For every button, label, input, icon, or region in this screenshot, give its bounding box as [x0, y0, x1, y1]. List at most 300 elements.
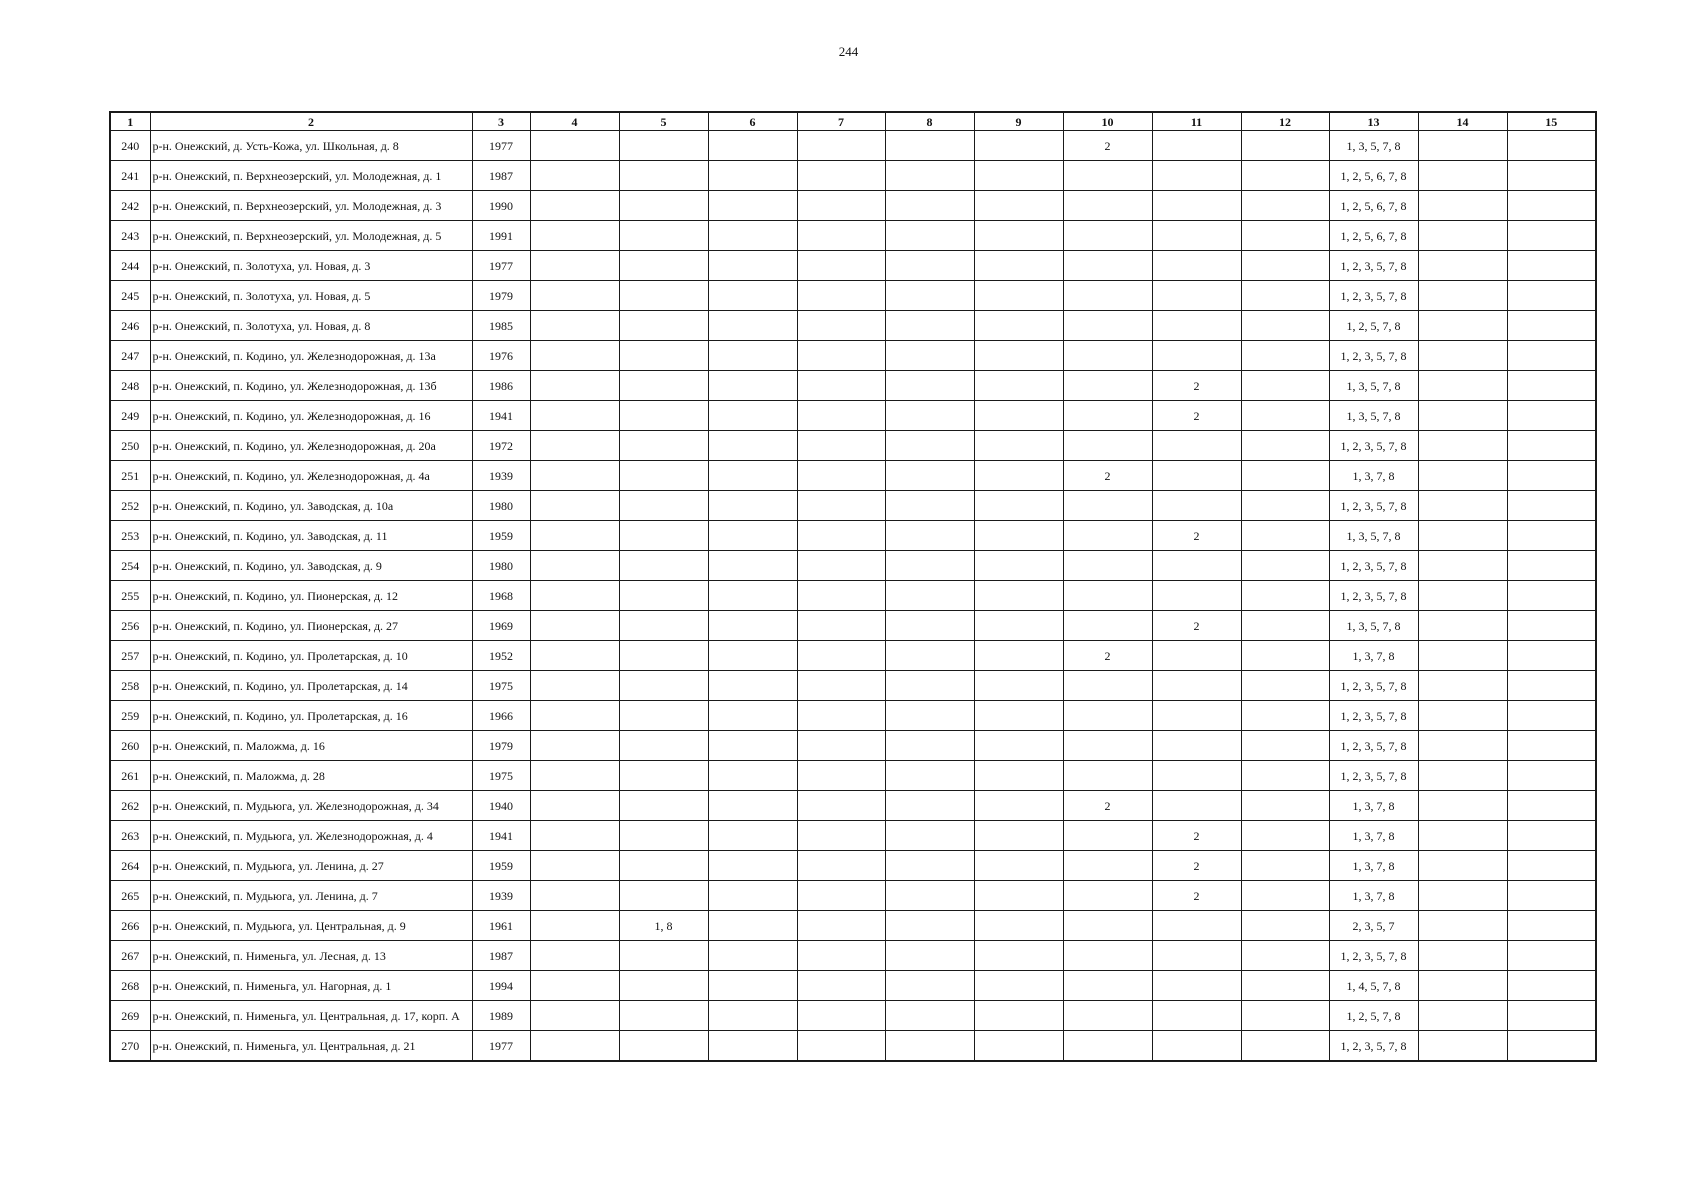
table-cell [797, 341, 885, 371]
address-cell: р-н. Онежский, п. Нименьга, ул. Лесная, д. 13 [150, 941, 472, 971]
table-cell [619, 251, 708, 281]
table-cell [530, 701, 619, 731]
table-cell [1241, 341, 1329, 371]
table-cell [619, 431, 708, 461]
table-cell [530, 731, 619, 761]
table-cell [1507, 401, 1596, 431]
table-cell [1063, 581, 1152, 611]
table-cell [619, 851, 708, 881]
table-cell [619, 401, 708, 431]
table-cell [1152, 491, 1241, 521]
row-number-cell: 249 [110, 401, 150, 431]
table-cell [1241, 641, 1329, 671]
table-row [110, 371, 1596, 401]
row-number-cell: 248 [110, 371, 150, 401]
table-cell [885, 881, 974, 911]
table-cell [530, 521, 619, 551]
table-cell [1152, 581, 1241, 611]
table-cell [1152, 731, 1241, 761]
table-row [110, 761, 1596, 791]
table-cell [1152, 1031, 1241, 1062]
table-cell [797, 521, 885, 551]
table-cell [797, 401, 885, 431]
table-cell [797, 461, 885, 491]
table-cell [885, 971, 974, 1001]
year-cell: 1939 [472, 461, 530, 491]
table-cell [1063, 971, 1152, 1001]
table-cell [530, 581, 619, 611]
address-cell: р-н. Онежский, п. Кодино, ул. Пролетарская, д. 14 [150, 671, 472, 701]
table-cell: 2, 3, 5, 7 [1329, 911, 1418, 941]
table-cell [1063, 881, 1152, 911]
table-cell: 2 [1152, 881, 1241, 911]
table-cell [797, 491, 885, 521]
row-number-cell: 247 [110, 341, 150, 371]
table-cell [1418, 1031, 1507, 1062]
year-cell: 1941 [472, 401, 530, 431]
table-cell [1063, 251, 1152, 281]
table-row [110, 881, 1596, 911]
table-cell [1507, 851, 1596, 881]
column-header: 6 [708, 112, 797, 131]
table-cell: 2 [1152, 371, 1241, 401]
table-cell [619, 491, 708, 521]
table-cell [974, 611, 1063, 641]
table-cell [1241, 401, 1329, 431]
table-cell [1241, 881, 1329, 911]
table-cell [1241, 671, 1329, 701]
table-cell [708, 1001, 797, 1031]
table-cell [885, 491, 974, 521]
year-cell: 1939 [472, 881, 530, 911]
row-number-cell: 251 [110, 461, 150, 491]
row-number-cell: 259 [110, 701, 150, 731]
year-cell: 1990 [472, 191, 530, 221]
table-cell: 1, 2, 3, 5, 7, 8 [1329, 251, 1418, 281]
table-cell [530, 191, 619, 221]
table-cell [1418, 761, 1507, 791]
table-cell [885, 371, 974, 401]
table-row [110, 461, 1596, 491]
table-cell [708, 191, 797, 221]
table-cell: 1, 2, 3, 5, 7, 8 [1329, 281, 1418, 311]
table-cell [974, 1031, 1063, 1062]
table-cell [530, 941, 619, 971]
table-cell [974, 191, 1063, 221]
table-cell [974, 521, 1063, 551]
table-cell [1241, 1031, 1329, 1062]
table-cell [530, 341, 619, 371]
table-cell: 1, 3, 7, 8 [1329, 641, 1418, 671]
table-cell [530, 221, 619, 251]
table-cell [708, 1031, 797, 1062]
table-cell: 1, 2, 5, 7, 8 [1329, 1001, 1418, 1031]
table-cell [974, 941, 1063, 971]
table-cell [885, 581, 974, 611]
table-cell [1418, 971, 1507, 1001]
row-number-cell: 242 [110, 191, 150, 221]
table-cell [797, 791, 885, 821]
table-cell: 1, 3, 5, 7, 8 [1329, 131, 1418, 161]
table-cell: 1, 3, 7, 8 [1329, 791, 1418, 821]
table-cell [1241, 491, 1329, 521]
table-cell [885, 671, 974, 701]
table-cell [797, 731, 885, 761]
table-cell [1063, 821, 1152, 851]
table-cell [797, 251, 885, 281]
row-number-cell: 255 [110, 581, 150, 611]
table-cell [619, 581, 708, 611]
table-cell [1241, 761, 1329, 791]
table-cell [797, 611, 885, 641]
table-body [110, 131, 1596, 1062]
year-cell: 1980 [472, 551, 530, 581]
table-cell [619, 611, 708, 641]
table-cell [974, 761, 1063, 791]
address-cell: р-н. Онежский, п. Кодино, ул. Заводская, д. 11 [150, 521, 472, 551]
table-cell [1507, 641, 1596, 671]
year-cell: 1977 [472, 131, 530, 161]
table-cell [885, 341, 974, 371]
table-row [110, 431, 1596, 461]
table-cell [1152, 701, 1241, 731]
address-cell: р-н. Онежский, п. Нименьга, ул. Центральная, д. 21 [150, 1031, 472, 1062]
table-cell [1507, 281, 1596, 311]
table-row [110, 521, 1596, 551]
row-number-cell: 260 [110, 731, 150, 761]
table-cell [1063, 431, 1152, 461]
table-cell [619, 731, 708, 761]
table-cell [708, 941, 797, 971]
table-cell [708, 281, 797, 311]
table-cell [797, 761, 885, 791]
table-cell [974, 161, 1063, 191]
table-cell [1507, 911, 1596, 941]
column-header: 9 [974, 112, 1063, 131]
row-number-cell: 261 [110, 761, 150, 791]
table-cell [1063, 761, 1152, 791]
table-cell [974, 731, 1063, 761]
table-cell [885, 431, 974, 461]
year-cell: 1979 [472, 281, 530, 311]
column-header: 15 [1507, 112, 1596, 131]
table-cell [797, 281, 885, 311]
table-cell [708, 521, 797, 551]
table-cell [1507, 341, 1596, 371]
table-cell [708, 341, 797, 371]
table-cell [974, 431, 1063, 461]
table-cell [1241, 311, 1329, 341]
table-row [110, 851, 1596, 881]
table-cell [974, 791, 1063, 821]
table-cell [1418, 611, 1507, 641]
table-cell [530, 131, 619, 161]
table-cell [1063, 311, 1152, 341]
year-cell: 1941 [472, 821, 530, 851]
table-cell [1063, 701, 1152, 731]
table-cell [797, 821, 885, 851]
table-cell [797, 1001, 885, 1031]
table-cell: 1, 2, 3, 5, 7, 8 [1329, 941, 1418, 971]
table-cell [1418, 881, 1507, 911]
table-row [110, 791, 1596, 821]
row-number-cell: 263 [110, 821, 150, 851]
table-cell [1507, 1001, 1596, 1031]
year-cell: 1972 [472, 431, 530, 461]
table-cell [530, 461, 619, 491]
row-number-cell: 266 [110, 911, 150, 941]
table-cell [1507, 581, 1596, 611]
table-cell: 1, 2, 5, 7, 8 [1329, 311, 1418, 341]
table-cell [1418, 581, 1507, 611]
table-cell [1418, 191, 1507, 221]
year-cell: 1940 [472, 791, 530, 821]
table-cell [1152, 191, 1241, 221]
table-cell [1418, 371, 1507, 401]
table-cell [1241, 551, 1329, 581]
table-cell: 1, 2, 3, 5, 7, 8 [1329, 701, 1418, 731]
table-cell [974, 551, 1063, 581]
address-cell: р-н. Онежский, п. Кодино, ул. Пролетарская, д. 10 [150, 641, 472, 671]
table-cell [619, 881, 708, 911]
table-cell: 2 [1152, 401, 1241, 431]
year-cell: 1975 [472, 761, 530, 791]
table-cell [708, 851, 797, 881]
table-cell [797, 581, 885, 611]
year-cell: 1986 [472, 371, 530, 401]
address-cell: р-н. Онежский, п. Золотуха, ул. Новая, д. 3 [150, 251, 472, 281]
table-cell [530, 161, 619, 191]
table-cell [1507, 881, 1596, 911]
table-cell [1241, 971, 1329, 1001]
table-cell [1241, 431, 1329, 461]
year-cell: 1977 [472, 1031, 530, 1062]
table-cell [619, 371, 708, 401]
table-cell [885, 1031, 974, 1062]
table-cell [530, 971, 619, 1001]
column-header: 5 [619, 112, 708, 131]
column-header: 1 [110, 112, 150, 131]
table-cell [1418, 1001, 1507, 1031]
table-cell [1507, 1031, 1596, 1062]
address-cell: р-н. Онежский, п. Кодино, ул. Железнодорожная, д. 13а [150, 341, 472, 371]
year-cell: 1976 [472, 341, 530, 371]
table-cell [1418, 671, 1507, 701]
row-number-cell: 241 [110, 161, 150, 191]
table-row [110, 401, 1596, 431]
table-cell [708, 671, 797, 701]
table-cell: 1, 3, 7, 8 [1329, 461, 1418, 491]
column-header: 2 [150, 112, 472, 131]
row-number-cell: 254 [110, 551, 150, 581]
table-cell [974, 1001, 1063, 1031]
table-cell [708, 371, 797, 401]
table-cell [797, 701, 885, 731]
year-cell: 1991 [472, 221, 530, 251]
address-cell: р-н. Онежский, п. Кодино, ул. Железнодорожная, д. 4а [150, 461, 472, 491]
table-cell [530, 401, 619, 431]
table-cell: 2 [1063, 791, 1152, 821]
table-cell [885, 641, 974, 671]
address-cell: р-н. Онежский, п. Верхнеозерский, ул. Молодежная, д. 1 [150, 161, 472, 191]
year-cell: 1980 [472, 491, 530, 521]
table-cell [885, 161, 974, 191]
table-cell [1241, 251, 1329, 281]
table-cell [1241, 131, 1329, 161]
table-cell [1418, 701, 1507, 731]
table-cell [885, 461, 974, 491]
table-cell [708, 131, 797, 161]
table-cell: 1, 2, 3, 5, 7, 8 [1329, 581, 1418, 611]
table-cell [1152, 461, 1241, 491]
table-cell [530, 641, 619, 671]
table-cell: 1, 3, 5, 7, 8 [1329, 371, 1418, 401]
row-number-cell: 257 [110, 641, 150, 671]
table-cell [530, 761, 619, 791]
address-cell: р-н. Онежский, п. Золотуха, ул. Новая, д. 5 [150, 281, 472, 311]
row-number-cell: 246 [110, 311, 150, 341]
table-cell [1418, 731, 1507, 761]
table-cell [619, 281, 708, 311]
year-cell: 1959 [472, 521, 530, 551]
table-cell [1063, 611, 1152, 641]
table-row [110, 251, 1596, 281]
address-cell: р-н. Онежский, п. Мудьюга, ул. Железнодорожная, д. 4 [150, 821, 472, 851]
table-cell [1241, 911, 1329, 941]
table-cell: 2 [1063, 641, 1152, 671]
table-cell [619, 1001, 708, 1031]
table-row [110, 911, 1596, 941]
table-cell [619, 641, 708, 671]
table-cell [1152, 941, 1241, 971]
table-cell [1152, 761, 1241, 791]
table-cell [1507, 371, 1596, 401]
table-cell [885, 761, 974, 791]
table-row [110, 701, 1596, 731]
address-cell: р-н. Онежский, п. Мудьюга, ул. Железнодорожная, д. 34 [150, 791, 472, 821]
address-cell: р-н. Онежский, д. Усть-Кожа, ул. Школьная, д. 8 [150, 131, 472, 161]
address-cell: р-н. Онежский, п. Кодино, ул. Пролетарская, д. 16 [150, 701, 472, 731]
address-cell: р-н. Онежский, п. Верхнеозерский, ул. Молодежная, д. 3 [150, 191, 472, 221]
row-number-cell: 264 [110, 851, 150, 881]
table-cell [797, 671, 885, 701]
table-cell [708, 611, 797, 641]
address-cell: р-н. Онежский, п. Нименьга, ул. Центральная, д. 17, корп. А [150, 1001, 472, 1031]
column-header: 10 [1063, 112, 1152, 131]
table-cell [1418, 341, 1507, 371]
row-number-cell: 268 [110, 971, 150, 1001]
table-cell: 2 [1152, 611, 1241, 641]
table-cell [797, 941, 885, 971]
address-cell: р-н. Онежский, п. Кодино, ул. Пионерская, д. 12 [150, 581, 472, 611]
table-cell [797, 371, 885, 401]
year-cell: 1979 [472, 731, 530, 761]
table-cell [1507, 821, 1596, 851]
table-cell [1063, 281, 1152, 311]
table-cell [797, 641, 885, 671]
table-cell [974, 131, 1063, 161]
table-cell [885, 821, 974, 851]
table-cell [1418, 521, 1507, 551]
table-cell [885, 191, 974, 221]
table-cell [974, 311, 1063, 341]
table-cell [1507, 611, 1596, 641]
table-cell [1241, 611, 1329, 641]
table-cell [1241, 941, 1329, 971]
table-cell [619, 191, 708, 221]
table-cell [708, 401, 797, 431]
table-cell [1152, 431, 1241, 461]
table-cell [1152, 221, 1241, 251]
table-row [110, 281, 1596, 311]
table-cell [885, 221, 974, 251]
table-cell [974, 881, 1063, 911]
table-cell [619, 521, 708, 551]
table-cell [797, 431, 885, 461]
table-cell [797, 881, 885, 911]
table-cell [1152, 251, 1241, 281]
table-cell [974, 461, 1063, 491]
table-cell [1063, 401, 1152, 431]
table-cell [1063, 941, 1152, 971]
table-cell [974, 821, 1063, 851]
table-cell [530, 671, 619, 701]
table-cell [974, 971, 1063, 1001]
table-row [110, 731, 1596, 761]
table-cell [619, 551, 708, 581]
table-cell: 1, 3, 5, 7, 8 [1329, 611, 1418, 641]
table-cell [1507, 971, 1596, 1001]
table-cell [1507, 461, 1596, 491]
year-cell: 1987 [472, 161, 530, 191]
table-cell [885, 251, 974, 281]
table-cell [1418, 161, 1507, 191]
table-cell: 1, 2, 3, 5, 7, 8 [1329, 731, 1418, 761]
column-header: 14 [1418, 112, 1507, 131]
table-cell: 2 [1063, 131, 1152, 161]
table-cell [1507, 731, 1596, 761]
table-cell [530, 881, 619, 911]
table-cell: 1, 2, 3, 5, 7, 8 [1329, 431, 1418, 461]
table-cell [1152, 131, 1241, 161]
column-header: 8 [885, 112, 974, 131]
table-cell [1063, 521, 1152, 551]
table-cell [708, 911, 797, 941]
table-cell [974, 851, 1063, 881]
year-cell: 1966 [472, 701, 530, 731]
table-cell: 1, 3, 5, 7, 8 [1329, 401, 1418, 431]
table-cell [1152, 551, 1241, 581]
table-cell [530, 251, 619, 281]
row-number-cell: 258 [110, 671, 150, 701]
table-cell [530, 311, 619, 341]
address-cell: р-н. Онежский, п. Кодино, ул. Железнодорожная, д. 20а [150, 431, 472, 461]
table-cell [885, 281, 974, 311]
page-number: 244 [838, 44, 859, 59]
table-cell [885, 131, 974, 161]
table-cell [530, 821, 619, 851]
table-row [110, 671, 1596, 701]
row-number-cell: 253 [110, 521, 150, 551]
table-cell: 1, 2, 3, 5, 7, 8 [1329, 671, 1418, 701]
table-cell [885, 551, 974, 581]
table-cell [797, 131, 885, 161]
year-cell: 1968 [472, 581, 530, 611]
table-cell: 1, 3, 7, 8 [1329, 881, 1418, 911]
table-cell [974, 341, 1063, 371]
table-cell [708, 251, 797, 281]
table-cell [974, 701, 1063, 731]
